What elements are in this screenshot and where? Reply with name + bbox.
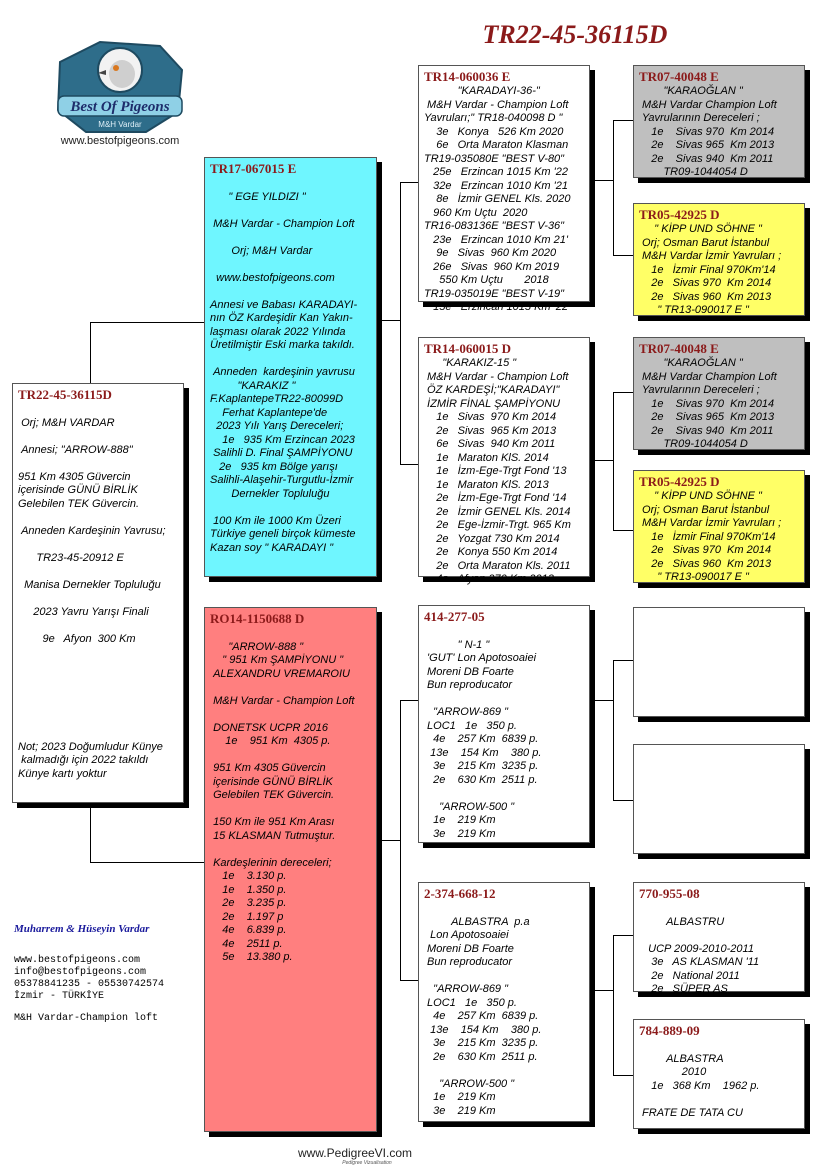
card-text-line: TR09-1044054 D <box>639 438 748 450</box>
contact-line: 05378841235 - 05530742574 <box>14 979 165 990</box>
card-text-line: ÖZ KARDEŞİ;"KARADAYI" <box>424 384 560 396</box>
connector-line <box>613 800 633 801</box>
card-text-line: 550 Km Uçtu 2018 <box>424 274 549 286</box>
card-text-line <box>18 538 178 552</box>
dam-dam-dam-card <box>633 1019 805 1129</box>
card-text-line: 1e 951 Km 4305 p. <box>210 735 331 747</box>
card-text-line: 2e Sivas 965 Km 2013 <box>424 424 557 437</box>
card-text-line: 9e Sivas 960 Km 2020 <box>424 247 557 259</box>
card-text-line: 3e 215 Km 3235 p. <box>424 1037 539 1049</box>
card-text-line: " N-1 " <box>424 638 490 651</box>
card-text-line: LOC1 1e 350 p. <box>424 719 517 732</box>
card-text-line: İZMİR FİNAL ŞAMPİYONU <box>424 397 561 410</box>
card-text-line: 32e Erzincan 1010 Km '21 <box>424 179 568 192</box>
card-text-line: Moreni DB Foarte <box>424 942 514 955</box>
contact-line: www.bestofpigeons.com <box>14 955 141 966</box>
sire-dam-ring-id: TR14-060015 D <box>424 341 512 356</box>
card-text-line: Orj; Osman Barut İstanbul <box>639 236 770 249</box>
card-text-line: ALEXANDRU VREMAROIU <box>210 667 350 680</box>
card-text-line <box>210 285 371 299</box>
owner-name: Muharrem & Hüseyin Vardar <box>14 923 150 935</box>
card-text-line: 1e Sivas 970 Km 2014 <box>639 125 775 138</box>
card-text-line: www.bestofpigeons.com <box>210 271 335 284</box>
sire-dam-sire-details <box>639 357 799 452</box>
card-text-line <box>210 501 371 515</box>
best-of-pigeons-logo <box>50 40 190 136</box>
card-text-line: TR23-45-20912 E <box>18 551 124 564</box>
card-text-line <box>424 693 584 707</box>
connector-line <box>613 935 633 936</box>
card-text-line: " TR13-090017 E " <box>639 304 749 316</box>
card-text-line: 9e Afyon 300 Km <box>18 632 136 645</box>
sire-sire-sire-ring-id: TR07-40048 E <box>639 69 719 84</box>
card-text-line: M&H Vardar - Champion Loft <box>424 98 569 111</box>
dam-dam-ring-id: 2-374-668-12 <box>424 886 496 901</box>
contact-line: info@bestofpigeons.com <box>14 967 147 978</box>
card-text-line: Moreni DB Foarte <box>424 665 514 678</box>
card-text-line: "KARAOĞLAN " <box>639 85 743 97</box>
connector-line <box>595 700 613 701</box>
sire-dam-dam-details <box>639 490 799 585</box>
card-text-line: 1e 368 Km 1962 p. <box>639 1079 760 1092</box>
card-text-line: 1e 935 Km Erzincan 2023 <box>210 433 355 446</box>
card-text-line: 951 Km 4305 Güvercin <box>210 762 326 774</box>
contact-line: M&H Vardar-Champion loft <box>14 1013 159 1024</box>
card-text-line: içerisinde GÜNÜ BİRLİK <box>18 484 138 496</box>
sire-details <box>210 177 371 555</box>
subject-ring-id: TR22-45-36115D <box>18 387 112 402</box>
card-text-line <box>210 353 371 367</box>
card-text-line: 1e Sivas 970 Km 2014 <box>639 397 775 410</box>
card-text-line: Künye kartı yoktur <box>18 767 107 780</box>
connector-line <box>400 182 401 464</box>
dam-sire-sire-card <box>633 607 805 717</box>
card-text-line: TR19-035019E "BEST V-19" <box>424 287 565 300</box>
card-text-line: 13e 154 Km 380 p. <box>424 746 542 759</box>
card-text-line: 1e 1.350 p. <box>210 883 287 896</box>
card-text-line: 2e 1.197 p <box>210 910 284 923</box>
card-text-line <box>18 646 178 660</box>
card-text-line <box>18 700 178 714</box>
card-text-line: 2e 630 Km 2511 p. <box>424 773 538 786</box>
card-text-line: 13e 154 Km 380 p. <box>424 1023 542 1036</box>
card-text-line <box>210 803 371 817</box>
sire-dam-card <box>418 337 590 585</box>
card-text-line <box>424 970 584 984</box>
card-text-line: Yavrularının Dereceleri ; <box>639 384 760 396</box>
connector-line <box>613 255 633 256</box>
card-text-line: 1e Sivas 970 Km 2014 <box>424 411 557 423</box>
card-text-line: Türkiye geneli birçok kümeste <box>210 528 356 540</box>
card-text-line: Manisa Dernekler Topluluğu <box>18 578 161 591</box>
card-text-line <box>639 1039 799 1053</box>
sire-sire-ring-id: TR14-060036 E <box>424 69 511 84</box>
connector-line <box>613 935 614 1075</box>
card-text-line: 1e İzmir Final 970Km'14 <box>639 530 776 543</box>
card-text-line: 6e Sivas 940 Km 2011 <box>424 438 556 450</box>
card-text-line: Gelebilen TEK Güvercin. <box>18 497 140 510</box>
card-text-line: 15e Erzincan 1015 Km '22 <box>424 301 568 313</box>
card-text-line <box>210 258 371 272</box>
card-text-line <box>210 749 371 763</box>
card-text-line: 3e AS KLASMAN '11 <box>639 956 760 968</box>
card-text-line <box>18 565 178 579</box>
card-text-line <box>424 902 584 916</box>
card-text-line: 951 Km 4305 Güvercin <box>18 470 131 483</box>
card-text-line <box>424 1064 584 1078</box>
card-text-line: TR19-035080E "BEST V-80" <box>424 152 565 165</box>
connector-line <box>595 990 613 991</box>
card-text-line: LOC1 1e 350 p. <box>424 996 517 1009</box>
sire-sire-card <box>418 65 590 313</box>
card-text-line <box>18 687 178 701</box>
dam-sire-details <box>424 625 584 841</box>
card-text-line: TR16-083136E "BEST V-36" <box>424 220 565 232</box>
dam-card <box>204 607 377 1132</box>
connector-line <box>595 180 613 181</box>
dam-details <box>210 627 371 965</box>
card-text-line <box>210 708 371 722</box>
card-text-line: 4e Afyon 270 Km 2013 <box>424 573 554 585</box>
card-text-line: 2e Orta Maraton Kls. 2011 <box>424 559 571 572</box>
dam-sire-ring-id: 414-277-05 <box>424 609 485 624</box>
card-text-line: 2023 Yılı Yarış Dereceleri; <box>210 420 344 432</box>
card-text-line: 2e Sivas 965 Km 2013 <box>639 139 775 151</box>
sire-ring-id: TR17-067015 E <box>210 161 297 176</box>
card-text-line: 3e 219 Km <box>424 1104 496 1117</box>
card-text-line: 2e Sivas 960 Km 2013 <box>639 290 772 303</box>
card-text-line <box>210 204 371 218</box>
card-text-line: F.KaplantepeTR22-80099D <box>210 393 344 405</box>
card-text-line: "KARADAYI-36-" <box>424 85 540 97</box>
card-text-line: 2e SÜPER AS <box>639 983 728 995</box>
card-text-line: 150 Km ile 951 Km Arası <box>210 816 335 828</box>
card-text-line: Lon Apotosoaiei <box>424 929 509 941</box>
card-text-line: 2e Sivas 970 Km 2014 <box>639 277 772 289</box>
dam-dam-details <box>424 902 584 1118</box>
card-text-line <box>18 430 178 444</box>
card-text-line: nın ÖZ Kardeşidir Kan Yakın- <box>210 312 353 324</box>
dam-sire-card <box>418 605 590 843</box>
connector-line <box>400 182 418 183</box>
card-text-line: 2010 <box>639 1066 707 1078</box>
contact-line: İzmir - TÜRKİYE <box>14 991 105 1002</box>
card-text-line: UCP 2009-2010-2011 <box>639 942 754 955</box>
card-text-line: M&H Vardar Champion Loft <box>639 98 777 111</box>
sire-sire-details <box>424 85 584 315</box>
sire-sire-dam-details <box>639 223 799 318</box>
card-text-line: 2e Sivas 940 Km 2011 <box>639 152 774 165</box>
card-text-line: 4e 2511 p. <box>210 937 283 950</box>
svg-text:Best Of Pigeons: Best Of Pigeons <box>70 99 170 115</box>
card-text-line: "ARROW-869 " <box>424 983 509 995</box>
card-text-line <box>18 403 178 417</box>
card-text-line <box>210 177 371 191</box>
card-text-line: M&H Vardar - Champion Loft <box>424 370 569 383</box>
dam-dam-dam-details <box>639 1039 799 1120</box>
card-text-line: Annesi ve Babası KARADAYI- <box>210 298 358 311</box>
card-text-line: 4e 257 Km 6839 p. <box>424 733 539 745</box>
card-text-line: " 951 Km ŞAMPİYONU " <box>210 654 344 666</box>
contact-info <box>14 955 164 1025</box>
card-text-line: 2e 935 km Bölge yarışı <box>210 460 338 473</box>
card-text-line: "ARROW-869 " <box>424 706 509 718</box>
connector-line <box>400 700 418 701</box>
card-text-line: 3e Konya 526 Km 2020 <box>424 125 564 138</box>
card-text-line: 960 Km Uçtu 2020 <box>424 206 528 219</box>
sire-dam-dam-ring-id: TR05-42925 D <box>639 474 720 489</box>
card-text-line: 3e 219 Km <box>424 827 496 840</box>
card-text-line: 2e National 2011 <box>639 969 740 982</box>
card-text-line: FRATE DE TATA CU <box>639 1106 743 1119</box>
card-text-line <box>18 511 178 525</box>
card-text-line <box>424 787 584 801</box>
card-text-line: " EGE YILDIZI " <box>210 190 306 203</box>
connector-line <box>400 980 418 981</box>
card-text-line: Orj; M&H VARDAR <box>18 416 115 429</box>
card-text-line <box>18 673 178 687</box>
card-text-line: "KARAKIZ " <box>210 379 296 392</box>
card-text-line: Salihli-Alaşehir-Turgutlu-İzmir <box>210 474 354 486</box>
svg-text:M&H Vardar: M&H Vardar <box>98 120 142 129</box>
card-text-line: " KİPP UND SÖHNE " <box>639 490 762 502</box>
dam-dam-sire-details <box>639 902 799 997</box>
connector-line <box>400 700 401 980</box>
card-text-line: Ferhat Kaplantepe'de <box>210 406 328 419</box>
card-text-line: Not; 2023 Doğumludur Künye <box>18 740 163 753</box>
card-text-line: M&H Vardar Champion Loft <box>639 370 777 383</box>
card-text-line <box>210 843 371 857</box>
card-text-line: 'GUT' Lon Apotosoaiei <box>424 652 537 664</box>
sire-sire-dam-ring-id: TR05-42925 D <box>639 207 720 222</box>
card-text-line: ALBASTRA p.a <box>424 915 530 928</box>
connector-line <box>613 392 633 393</box>
logo-url: www.bestofpigeons.com <box>60 135 180 147</box>
connector-line <box>382 840 400 841</box>
card-text-line: Dernekler Topluluğu <box>210 487 330 500</box>
connector-line <box>613 660 614 800</box>
card-text-line: 1e 219 Km <box>424 814 496 826</box>
card-text-line: 4e 6.839 p. <box>210 924 287 936</box>
card-text-line: 2e Sivas 970 Km 2014 <box>639 544 772 556</box>
card-text-line: Kazan soy " KARADAYI " <box>210 541 334 554</box>
sire-dam-sire-card <box>633 337 805 450</box>
card-text-line: 5e 13.380 p. <box>210 951 293 963</box>
page-title: TR22-45-36115D <box>482 20 668 49</box>
card-text-line: " TR13-090017 E " <box>639 571 749 583</box>
card-text-line <box>18 592 178 606</box>
subject-card <box>12 383 184 803</box>
card-text-line: 2e İzmir GENEL Kls. 2014 <box>424 505 571 518</box>
card-text-line: Kardeşlerinin dereceleri; <box>210 856 332 869</box>
connector-line <box>613 120 633 121</box>
sire-sire-dam-card <box>633 203 805 316</box>
card-text-line: 3e 215 Km 3235 p. <box>424 760 539 772</box>
dam-ring-id: RO14-1150688 D <box>210 611 305 626</box>
card-text-line: ALBASTRA <box>639 1052 724 1065</box>
card-text-line <box>18 714 178 728</box>
card-text-line: 2e Yozgat 730 Km 2014 <box>424 532 560 545</box>
card-text-line: 25e Erzincan 1015 Km '22 <box>424 166 568 178</box>
sire-sire-sire-details <box>639 85 799 180</box>
card-text-line: içerisinde GÜNÜ BİRLİK <box>210 775 333 788</box>
sire-dam-details <box>424 357 584 587</box>
card-text-line <box>639 902 799 916</box>
card-text-line: ALBASTRU <box>639 915 725 928</box>
card-text-line: 26e Sivas 960 Km 2019 <box>424 260 560 273</box>
card-text-line: 2023 Yavru Yarışı Finali <box>18 605 149 618</box>
card-text-line: 1e Maraton KlS. 2013 <box>424 478 549 491</box>
connector-line <box>90 322 91 384</box>
card-text-line <box>18 660 178 674</box>
card-text-line: laşması olarak 2022 Yılında <box>210 325 346 338</box>
subject-details <box>18 403 178 781</box>
pedigree-brand-tagline: Pedigree Vizualisation <box>342 1160 392 1166</box>
card-text-line: Gelebilen TEK Güvercin. <box>210 789 335 801</box>
card-text-line: Orj; M&H Vardar <box>210 244 313 257</box>
card-text-line: M&H Vardar İzmir Yavruları ; <box>639 517 782 529</box>
card-text-line: 1e 3.130 p. <box>210 870 287 882</box>
card-text-line: 2e Sivas 960 Km 2013 <box>639 557 772 570</box>
card-text-line: 2e Sivas 940 Km 2011 <box>639 424 774 437</box>
card-text-line: 2e Sivas 965 Km 2013 <box>639 411 775 423</box>
card-text-line: 6e Orta Maraton Klasman <box>424 139 569 151</box>
card-text-line: Salihli D. Final ŞAMPİYONU <box>210 447 353 459</box>
card-text-line: Anneden kardeşinin yavrusu <box>210 366 355 378</box>
card-text-line: DONETSK UCPR 2016 <box>210 721 328 734</box>
card-text-line <box>18 619 178 633</box>
connector-line <box>613 392 614 530</box>
card-text-line <box>18 457 178 471</box>
card-text-line: "KARAKIZ-15 " <box>424 357 517 369</box>
card-text-line: 2e İzm-Ege-Trgt Fond '14 <box>424 492 567 504</box>
connector-line <box>613 1075 633 1076</box>
dam-dam-card <box>418 882 590 1122</box>
sire-sire-sire-card <box>633 65 805 178</box>
card-text-line: M&H Vardar - Champion Loft <box>210 217 355 230</box>
card-text-line: Bun reproducator <box>424 679 513 691</box>
connector-line <box>613 120 614 255</box>
sire-card <box>204 157 377 577</box>
card-text-line: 1e İzm-Ege-Trgt Fond '13 <box>424 465 567 477</box>
card-text-line: TR09-1044054 D <box>639 166 748 178</box>
card-text-line: "ARROW-888 " <box>210 640 304 653</box>
card-text-line: "ARROW-500 " <box>424 800 515 813</box>
card-text-line: Anneden Kardeşinin Yavrusu; <box>18 524 166 537</box>
card-text-line <box>210 627 371 641</box>
card-text-line <box>424 625 584 639</box>
card-text-line: Yavrularının Dereceleri ; <box>639 112 760 124</box>
card-text-line: "ARROW-500 " <box>424 1077 515 1090</box>
card-text-line: 2e 3.235 p. <box>210 897 287 909</box>
card-text-line: "KARAOĞLAN " <box>639 357 743 369</box>
card-text-line <box>639 929 799 943</box>
sire-dam-sire-ring-id: TR07-40048 E <box>639 341 719 356</box>
card-text-line: 1e 219 Km <box>424 1091 496 1103</box>
connector-line <box>400 464 418 465</box>
connector-line <box>90 802 91 862</box>
card-text-line: 8e İzmir GENEL Kls. 2020 <box>424 193 571 205</box>
card-text-line: 2e Ege-İzmir-Trgt. 965 Km <box>424 519 571 531</box>
card-text-line: 2e 630 Km 2511 p. <box>424 1050 538 1063</box>
card-text-line: 23e Erzincan 1010 Km 21' <box>424 233 568 246</box>
card-text-line: kalmadığı için 2022 takıldı <box>18 754 149 766</box>
card-text-line: 2e Konya 550 Km 2014 <box>424 546 558 558</box>
card-text-line <box>639 1093 799 1107</box>
card-text-line <box>18 727 178 741</box>
connector-line <box>90 322 204 323</box>
connector-line <box>613 530 633 531</box>
dam-dam-dam-ring-id: 784-889-09 <box>639 1023 700 1038</box>
sire-dam-dam-card <box>633 470 805 583</box>
pedigree-brand: www.PedigreeVI.com <box>297 1146 413 1160</box>
card-text-line: 1e İzmir Final 970Km'14 <box>639 263 776 276</box>
connector-line <box>382 320 400 321</box>
dam-dam-sire-card <box>633 882 805 995</box>
dam-dam-sire-ring-id: 770-955-08 <box>639 886 700 901</box>
connector-line <box>90 862 204 863</box>
card-text-line: 1e Maraton KlS. 2014 <box>424 451 549 464</box>
card-text-line: " KİPP UND SÖHNE " <box>639 223 762 235</box>
card-text-line: Annesi; "ARROW-888" <box>18 443 133 456</box>
card-text-line: Yavruları;" TR18-040098 D " <box>424 112 563 124</box>
card-text-line: 4e 257 Km 6839 p. <box>424 1010 539 1022</box>
card-text-line <box>210 231 371 245</box>
card-text-line: Orj; Osman Barut İstanbul <box>639 503 770 516</box>
card-text-line <box>210 681 371 695</box>
card-text-line: Bun reproducator <box>424 956 513 968</box>
card-text-line: M&H Vardar İzmir Yavruları ; <box>639 250 782 262</box>
connector-line <box>595 460 613 461</box>
card-text-line: 15 KLASMAN Tutmuştur. <box>210 829 336 842</box>
dam-sire-dam-card <box>633 744 805 854</box>
card-text-line: 100 Km ile 1000 Km Üzeri <box>210 514 341 527</box>
connector-line <box>613 660 633 661</box>
card-text-line: M&H Vardar - Champion Loft <box>210 694 355 707</box>
card-text-line: Üretilmiştir Eski marka takıldı. <box>210 339 355 351</box>
contact-line <box>14 1003 164 1013</box>
